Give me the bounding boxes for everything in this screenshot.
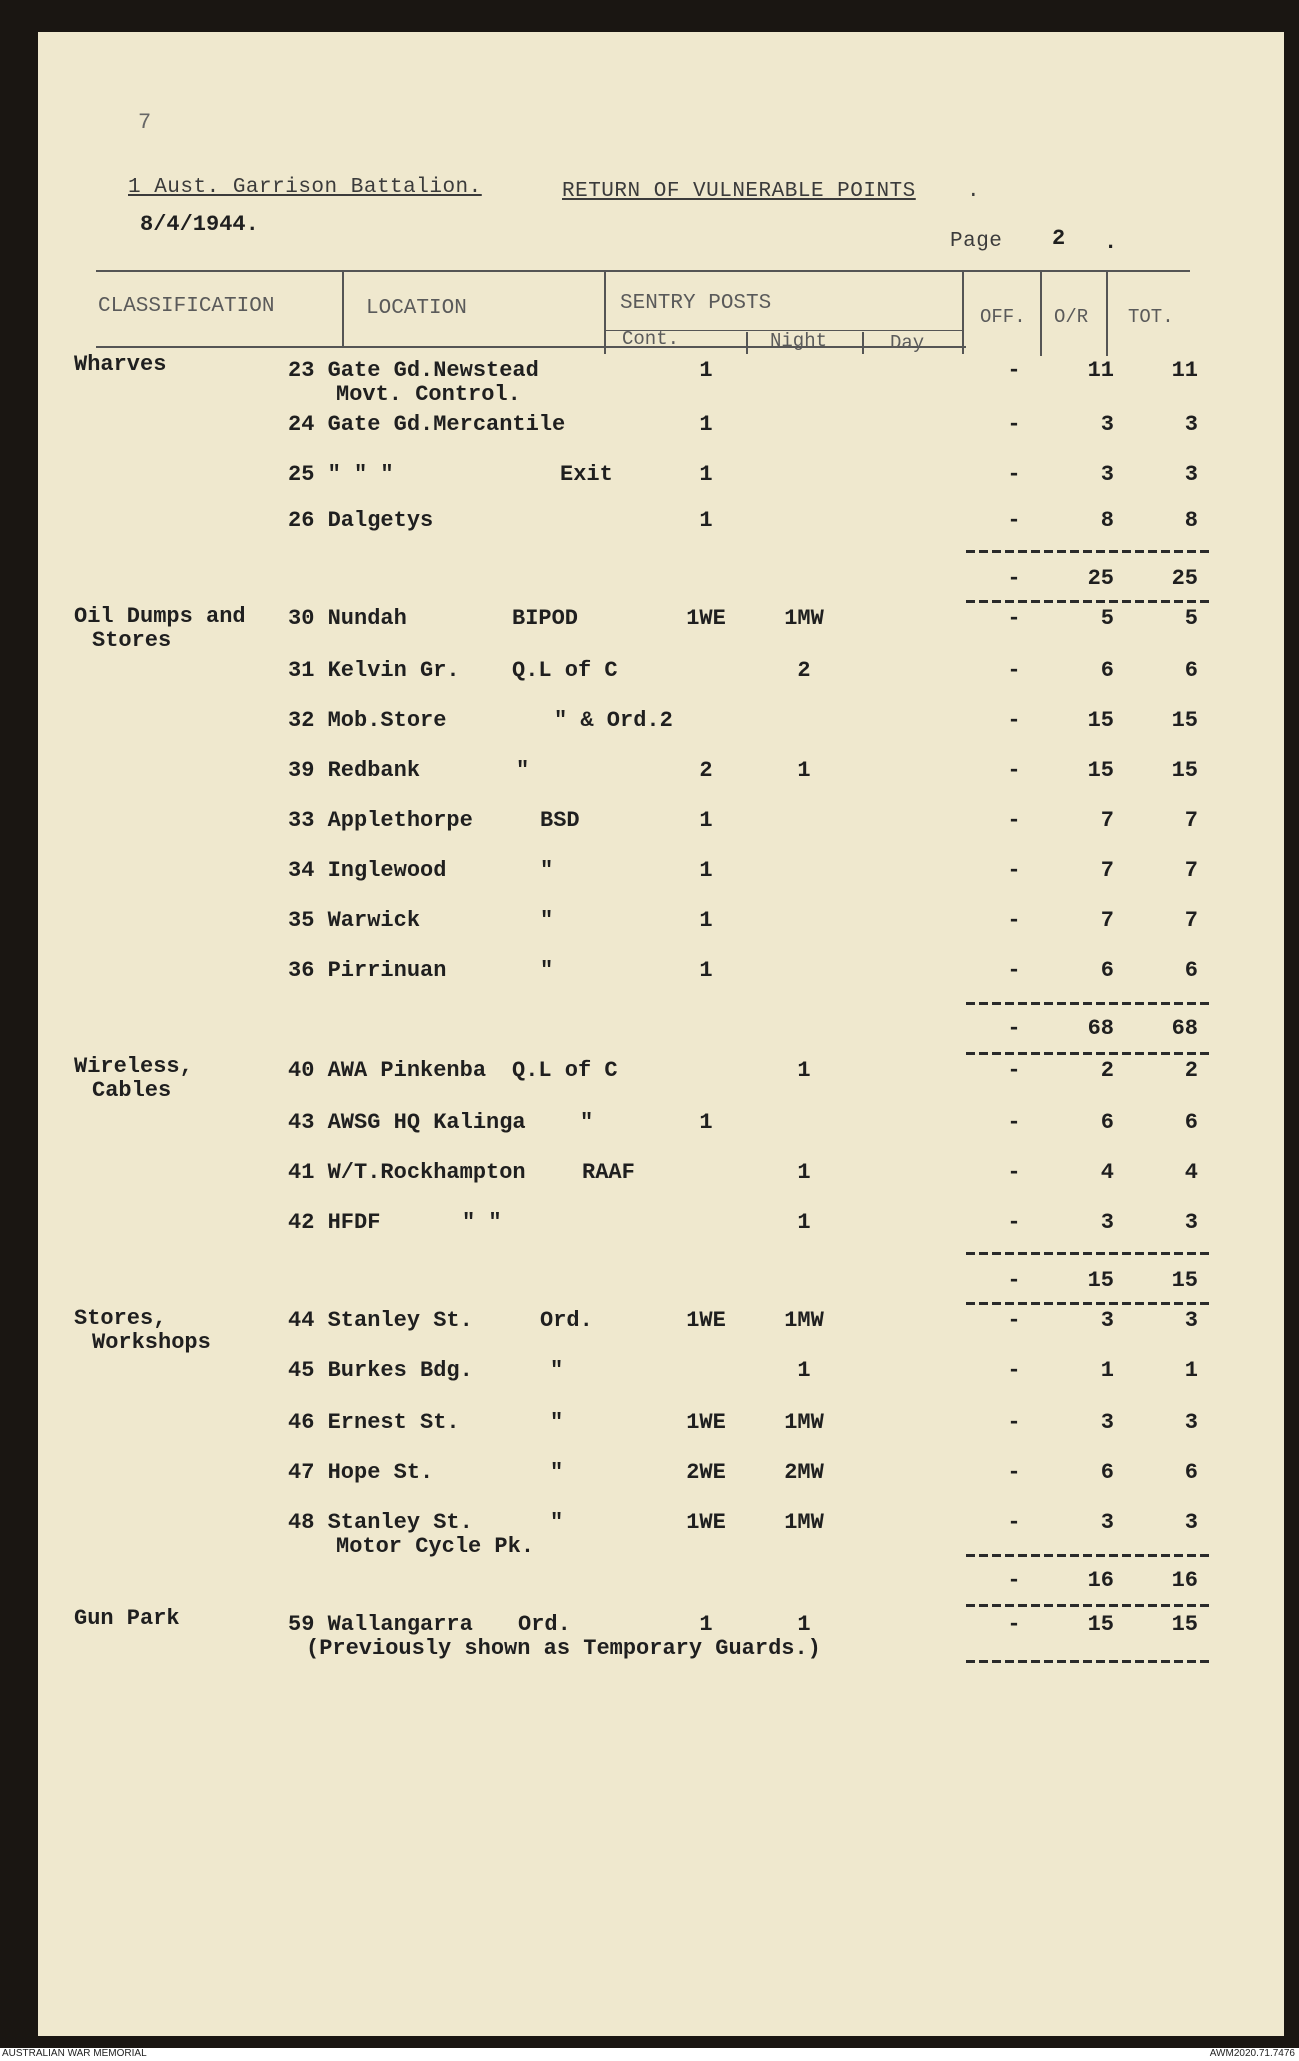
classification-label: Gun Park <box>74 1606 180 1631</box>
row-authority: RAAF <box>582 1160 635 1185</box>
row-or: 3 <box>1100 1410 1114 1435</box>
row-authority: BIPOD <box>512 606 579 631</box>
row-location: 39 Redbank <box>288 758 421 783</box>
row-cont: 1WE <box>686 606 726 631</box>
row-or: 4 <box>1100 1160 1114 1185</box>
col-divider-5 <box>962 272 964 354</box>
page-number: 2 <box>1052 226 1066 251</box>
row-authority: Ord. <box>540 1308 593 1333</box>
row-authority: " <box>550 1410 564 1435</box>
row-tot: 3 <box>1184 412 1198 437</box>
row-cont: 1WE <box>686 1410 726 1435</box>
row-location: 45 Burkes Bdg. <box>288 1358 473 1383</box>
subtotal-or: 15 <box>1087 1268 1114 1293</box>
row-tot: 11 <box>1171 358 1198 383</box>
row-or: 11 <box>1087 358 1114 383</box>
row-location: 59 Wallangarra <box>288 1612 473 1637</box>
row-off: - <box>1007 1460 1021 1485</box>
row-cont: 1 <box>699 958 713 983</box>
document-date: 8/4/1944. <box>140 212 259 237</box>
col-divider-3 <box>746 332 748 354</box>
row-authority: " " <box>462 1210 502 1235</box>
row-or: 3 <box>1100 1308 1114 1333</box>
subtotal-rule <box>966 1302 1210 1305</box>
row-cont: 1 <box>699 358 713 383</box>
row-or: 7 <box>1100 908 1114 933</box>
row-authority: BSD <box>540 808 580 833</box>
subtotal-rule <box>966 1660 1210 1663</box>
title-period: . <box>967 180 981 203</box>
row-location: 31 Kelvin Gr. <box>288 658 460 683</box>
row-authority: Q.L of C <box>512 658 618 683</box>
row-location: 30 Nundah <box>288 606 407 631</box>
col-classification: CLASSIFICATION <box>98 295 275 318</box>
row-tot: 1 <box>1184 1358 1198 1383</box>
subtotal-rule <box>966 1604 1210 1607</box>
row-off: - <box>1007 1308 1021 1333</box>
row-location: 34 Inglewood <box>288 858 447 883</box>
row-night: 2 <box>797 658 811 683</box>
subtotal-off: - <box>1007 1268 1021 1293</box>
footer <box>0 2048 1299 2061</box>
row-night: 1MW <box>784 1510 824 1535</box>
row-cont: 1WE <box>686 1510 726 1535</box>
col-divider-1 <box>342 272 344 346</box>
row-or: 3 <box>1100 462 1114 487</box>
row-location: 25 " " " <box>288 462 394 487</box>
row-or: 5 <box>1100 606 1114 631</box>
row-off: - <box>1007 462 1021 487</box>
row-night: 1MW <box>784 1410 824 1435</box>
row-location: 33 Applethorpe <box>288 808 473 833</box>
row-authority: Ord. <box>518 1612 571 1637</box>
row-tot: 15 <box>1171 708 1198 733</box>
row-off: - <box>1007 1410 1021 1435</box>
row-tot: 4 <box>1184 1160 1198 1185</box>
row-off: - <box>1007 708 1021 733</box>
row-location-detail: Motor Cycle Pk. <box>336 1534 535 1559</box>
row-tot: 3 <box>1184 1410 1198 1435</box>
row-tot: 5 <box>1184 606 1198 631</box>
row-cont: 1 <box>699 808 713 833</box>
row-tot: 3 <box>1184 1510 1198 1535</box>
subtotal-tot: 15 <box>1171 1268 1198 1293</box>
row-tot: 7 <box>1184 808 1198 833</box>
row-authority: " & Ord.2 <box>554 708 673 733</box>
col-divider-7 <box>1106 272 1108 356</box>
col-sentry-posts: SENTRY POSTS <box>620 292 772 315</box>
row-or: 1 <box>1100 1358 1114 1383</box>
row-cont: 1 <box>699 1612 713 1637</box>
subtotal-off: - <box>1007 1016 1021 1041</box>
col-divider-4 <box>862 332 864 354</box>
row-off: - <box>1007 658 1021 683</box>
subtotal-or: 16 <box>1087 1568 1114 1593</box>
row-authority: " <box>550 1510 564 1535</box>
row-tot: 3 <box>1184 462 1198 487</box>
corner-mark: 7 <box>138 110 152 135</box>
row-tot: 15 <box>1171 1612 1198 1637</box>
header-rule-top <box>96 270 1190 272</box>
classification-label: Oil Dumps and <box>74 604 246 629</box>
row-or: 3 <box>1100 1210 1114 1235</box>
classification-label: Stores, <box>74 1306 167 1331</box>
row-tot: 3 <box>1184 1210 1198 1235</box>
row-location: 48 Stanley St. <box>288 1510 473 1535</box>
subtotal-rule <box>966 550 1210 553</box>
row-or: 6 <box>1100 1110 1114 1135</box>
row-off: - <box>1007 1612 1021 1637</box>
col-night: Night <box>770 330 828 352</box>
row-night: 1 <box>797 1210 811 1235</box>
col-day: Day <box>890 332 925 354</box>
row-cont: 1 <box>699 908 713 933</box>
row-cont: 1 <box>699 508 713 533</box>
row-off: - <box>1007 1110 1021 1135</box>
subtotal-rule <box>966 1052 1210 1055</box>
page-period: . <box>1104 230 1118 255</box>
row-cont: 1 <box>699 462 713 487</box>
row-or: 6 <box>1100 958 1114 983</box>
document-title: RETURN OF VULNERABLE POINTS <box>562 180 916 203</box>
row-cont: 2 <box>699 758 713 783</box>
row-tot: 8 <box>1184 508 1198 533</box>
row-location: 35 Warwick <box>288 908 421 933</box>
row-cont: 1 <box>699 412 713 437</box>
row-location-detail: Movt. Control. <box>336 382 521 407</box>
classification-label: Cables <box>92 1078 172 1103</box>
row-night: 1 <box>797 1058 811 1083</box>
row-location-detail: (Previously shown as Temporary Guards.) <box>306 1636 821 1661</box>
row-cont: 1 <box>699 858 713 883</box>
row-night: 1MW <box>784 606 824 631</box>
col-location: LOCATION <box>366 297 467 320</box>
col-tot: TOT. <box>1128 306 1174 328</box>
row-cont: 2WE <box>686 1460 726 1485</box>
subtotal-rule <box>966 600 1210 603</box>
row-off: - <box>1007 758 1021 783</box>
row-location: 41 W/T.Rockhampton <box>288 1160 526 1185</box>
row-off: - <box>1007 358 1021 383</box>
row-off: - <box>1007 908 1021 933</box>
row-or: 7 <box>1100 858 1114 883</box>
classification-label: Workshops <box>92 1330 211 1355</box>
col-divider-2 <box>604 272 606 354</box>
classification-label: Wireless, <box>74 1054 193 1079</box>
row-tot: 6 <box>1184 1110 1198 1135</box>
subtotal-tot: 25 <box>1171 566 1198 591</box>
row-or: 15 <box>1087 708 1114 733</box>
footer-institution: AUSTRALIAN WAR MEMORIAL <box>2 2048 147 2059</box>
row-location: 40 AWA Pinkenba <box>288 1058 487 1083</box>
row-off: - <box>1007 606 1021 631</box>
row-or: 3 <box>1100 412 1114 437</box>
subtotal-tot: 16 <box>1171 1568 1198 1593</box>
row-location: 42 HFDF <box>288 1210 381 1235</box>
row-tot: 7 <box>1184 908 1198 933</box>
row-off: - <box>1007 958 1021 983</box>
row-tot: 6 <box>1184 658 1198 683</box>
row-authority: " <box>516 758 530 783</box>
row-or: 8 <box>1100 508 1114 533</box>
row-off: - <box>1007 1210 1021 1235</box>
subtotal-off: - <box>1007 566 1021 591</box>
row-location: 24 Gate Gd.Mercantile <box>288 412 566 437</box>
subtotal-off: - <box>1007 1568 1021 1593</box>
row-night: 1 <box>797 1612 811 1637</box>
row-cont: 1WE <box>686 1308 726 1333</box>
classification-label: Wharves <box>74 352 167 377</box>
header-rule-bottom <box>96 346 966 348</box>
row-tot: 2 <box>1184 1058 1198 1083</box>
row-off: - <box>1007 808 1021 833</box>
row-night: 1 <box>797 1358 811 1383</box>
row-location: 46 Ernest St. <box>288 1410 460 1435</box>
row-authority: " <box>540 908 554 933</box>
row-tot: 3 <box>1184 1308 1198 1333</box>
row-authority: Exit <box>560 462 613 487</box>
subtotal-rule <box>966 1002 1210 1005</box>
row-tot: 6 <box>1184 958 1198 983</box>
row-night: 1MW <box>784 1308 824 1333</box>
battalion-heading: 1 Aust. Garrison Battalion. <box>128 176 482 199</box>
row-tot: 6 <box>1184 1460 1198 1485</box>
row-location: 26 Dalgetys <box>288 508 434 533</box>
row-location: 47 Hope St. <box>288 1460 434 1485</box>
row-off: - <box>1007 508 1021 533</box>
row-location: 36 Pirrinuan <box>288 958 447 983</box>
row-tot: 15 <box>1171 758 1198 783</box>
row-location: 23 Gate Gd.Newstead <box>288 358 539 383</box>
row-authority: " <box>540 858 554 883</box>
row-or: 15 <box>1087 758 1114 783</box>
row-or: 6 <box>1100 1460 1114 1485</box>
classification-label: Stores <box>92 628 172 653</box>
row-tot: 7 <box>1184 858 1198 883</box>
row-authority: " <box>580 1110 594 1135</box>
row-authority: Q.L of C <box>512 1058 618 1083</box>
row-or: 3 <box>1100 1510 1114 1535</box>
row-night: 1 <box>797 758 811 783</box>
row-night: 1 <box>797 1160 811 1185</box>
subtotal-or: 68 <box>1087 1016 1114 1041</box>
col-off: OFF. <box>980 306 1026 328</box>
row-off: - <box>1007 1358 1021 1383</box>
page-label: Page <box>950 230 1003 253</box>
row-or: 7 <box>1100 808 1114 833</box>
row-location: 44 Stanley St. <box>288 1308 473 1333</box>
row-off: - <box>1007 412 1021 437</box>
row-off: - <box>1007 858 1021 883</box>
row-or: 2 <box>1100 1058 1114 1083</box>
row-cont: 1 <box>699 1110 713 1135</box>
subtotal-or: 25 <box>1087 566 1114 591</box>
row-authority: " <box>550 1358 564 1383</box>
footer-reference: AWM2020.71.7476 <box>1209 2048 1295 2059</box>
col-cont: Cont. <box>622 328 680 350</box>
row-off: - <box>1007 1160 1021 1185</box>
row-location: 43 AWSG HQ Kalinga <box>288 1110 526 1135</box>
row-authority: " <box>540 958 554 983</box>
row-authority: " <box>550 1460 564 1485</box>
col-divider-6 <box>1040 272 1042 356</box>
subtotal-tot: 68 <box>1171 1016 1198 1041</box>
col-or: O/R <box>1054 306 1089 328</box>
row-off: - <box>1007 1510 1021 1535</box>
row-location: 32 Mob.Store <box>288 708 447 733</box>
row-off: - <box>1007 1058 1021 1083</box>
subtotal-rule <box>966 1252 1210 1255</box>
subtotal-rule <box>966 1554 1210 1557</box>
row-or: 15 <box>1087 1612 1114 1637</box>
row-or: 6 <box>1100 658 1114 683</box>
row-night: 2MW <box>784 1460 824 1485</box>
